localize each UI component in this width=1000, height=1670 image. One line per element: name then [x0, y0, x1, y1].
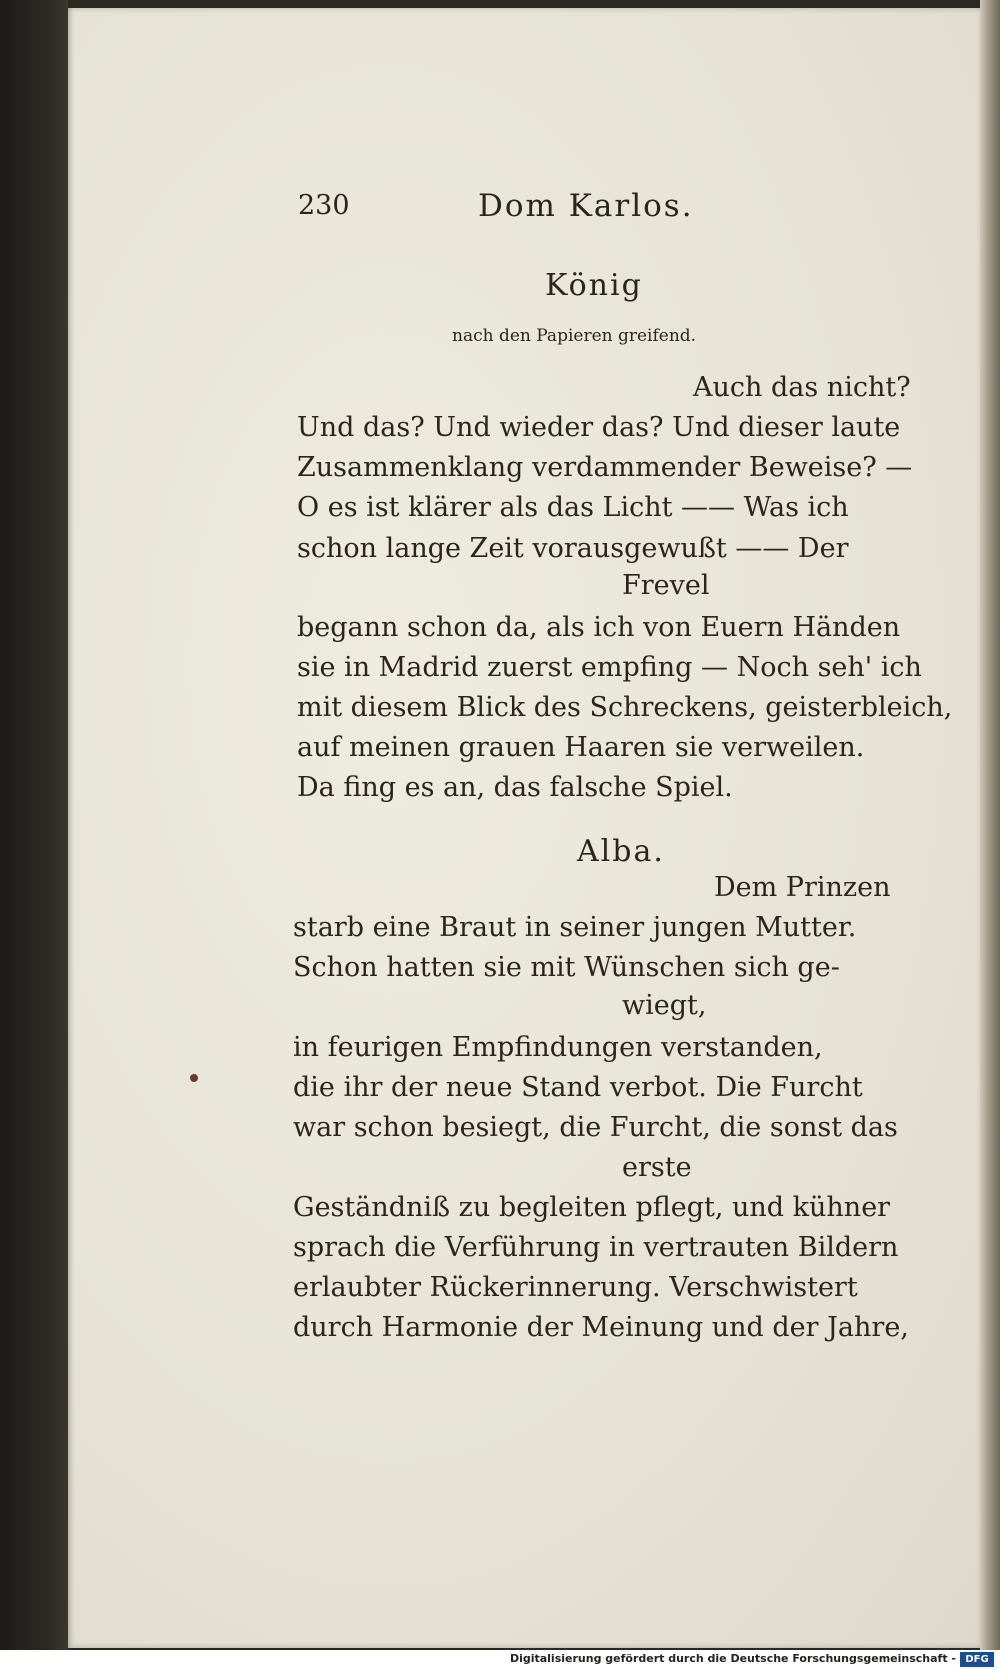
verse-line: Geständniß zu begleiten pflegt, und kühner: [293, 1192, 891, 1223]
verse-line: sprach die Verführung in vertrauten Bildern: [293, 1232, 899, 1263]
verse-line: Und das? Und wieder das? Und dieser laute: [297, 412, 901, 443]
speaker-heading: König: [545, 268, 643, 303]
verse-line: starb eine Braut in seiner jungen Mutter.: [293, 912, 857, 943]
verse-line: Schon hatten sie mit Wünschen sich ge-: [293, 952, 840, 983]
verse-line: O es ist klärer als das Licht —— Was ich: [297, 492, 849, 523]
verse-line: Da fing es an, das falsche Spiel.: [297, 772, 733, 803]
page-edge: [980, 0, 1000, 1650]
dfg-logo: DFG: [960, 1652, 994, 1667]
page-number: 230: [298, 190, 350, 221]
verse-line: auf meinen grauen Haaren sie verweilen.: [297, 732, 865, 763]
book-gutter: [0, 0, 68, 1650]
running-title: Dom Karlos.: [478, 188, 694, 224]
verse-line: begann schon da, als ich von Euern Händen: [297, 612, 901, 643]
verse-line-continuation: erste: [622, 1152, 692, 1183]
ink-spot: [190, 1074, 198, 1082]
digitization-credit: Digitalisierung gefördert durch die Deutsche Forschungsgemeinschaft -: [509, 1652, 956, 1665]
verse-line: war schon besiegt, die Furcht, die sonst das: [293, 1112, 898, 1143]
verse-line-continuation: Frevel: [622, 570, 710, 601]
verse-line: in feurigen Empfindungen verstanden,: [293, 1032, 823, 1063]
verse-line: schon lange Zeit vorausgewußt —— Der: [297, 533, 849, 564]
verse-line: die ihr der neue Stand verbot. Die Furcht: [293, 1072, 863, 1103]
verse-line-continuation: wiegt,: [622, 990, 707, 1021]
verse-line: sie in Madrid zuerst empfing — Noch seh' ich: [297, 652, 922, 683]
verse-line: mit diesem Blick des Schreckens, geisterbleich,: [297, 692, 953, 723]
verse-line: Zusammenklang verdammender Beweise? —: [297, 452, 913, 483]
verse-line: erlaubter Rückerinnerung. Verschwistert: [293, 1272, 858, 1303]
stage-direction: nach den Papieren greifend.: [452, 326, 697, 346]
verse-line: Auch das nicht?: [693, 372, 911, 403]
verse-line: Dem Prinzen: [714, 872, 891, 903]
verse-line: durch Harmonie der Meinung und der Jahre,: [293, 1312, 909, 1343]
speaker-heading: Alba.: [577, 834, 665, 869]
paper-page: [68, 8, 980, 1648]
